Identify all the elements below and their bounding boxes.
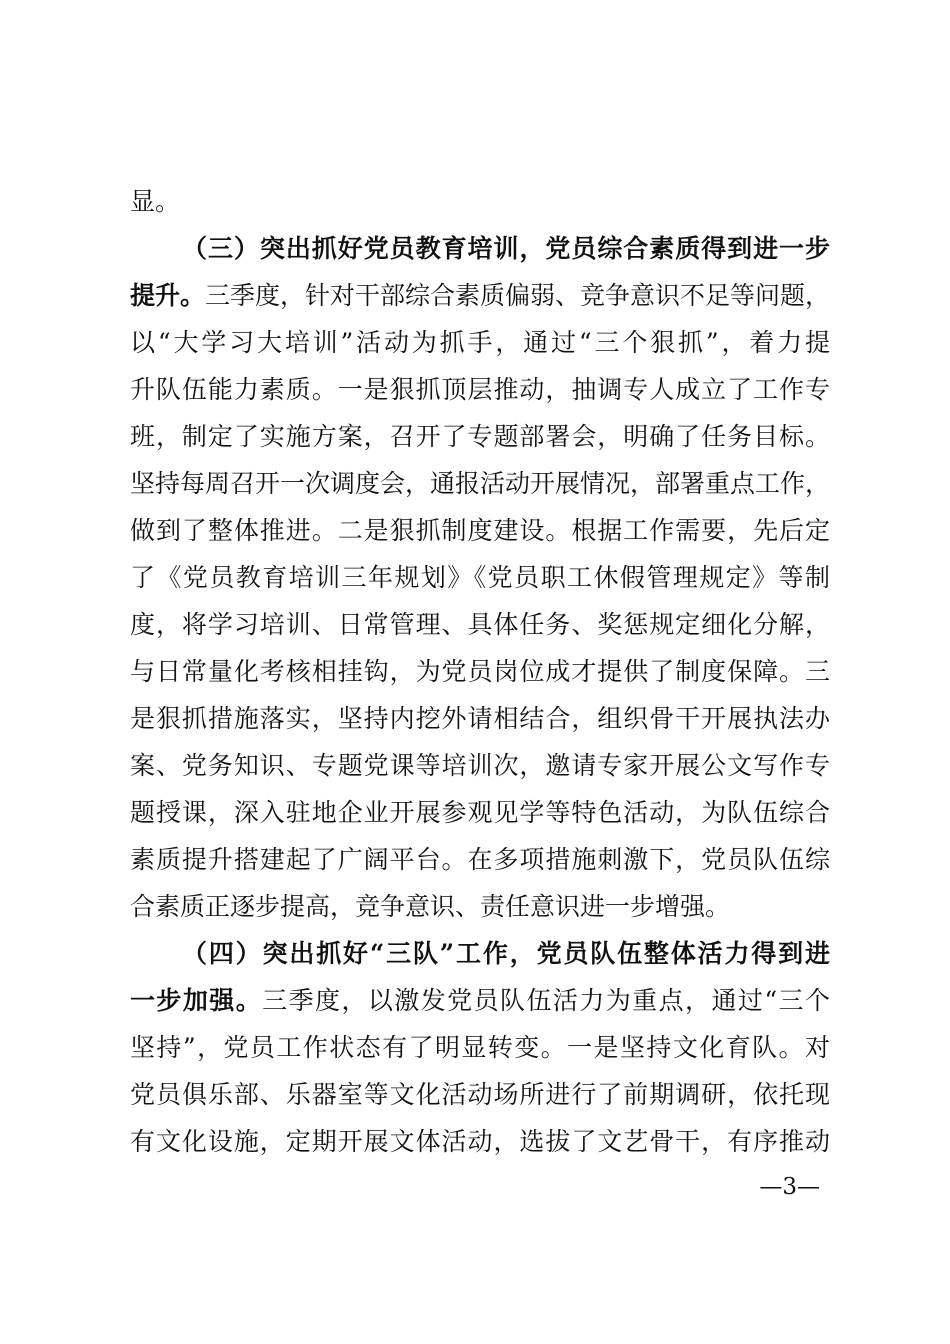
text-line: 以“大学习大培训”活动为抓手，通过“三个狠抓”，着力提: [130, 328, 830, 357]
section-heading-4-end: 一步加强。: [130, 986, 263, 1015]
text-line: 有文化设施，定期开展文体活动，选拔了文艺骨干，有序推动: [130, 1127, 830, 1156]
page-number: —3—: [759, 1174, 820, 1200]
text-line: [130, 272, 830, 319]
text-line: 度，将学习培训、日常管理、具体任务、奖惩规定细化分解，: [130, 610, 830, 639]
text-run: 三季度，针对干部综合素质偏弱、竞争意识不足等问题，: [205, 281, 830, 310]
text-line: 素质提升搭建起了广阔平台。在多项措施刺激下，党员队伍综: [130, 845, 830, 874]
text-line: 做到了整体推进。二是狠抓制度建设。根据工作需要，先后定: [130, 516, 830, 545]
text-line: 党员俱乐部、乐器室等文化活动场所进行了前期调研，依托现: [130, 1080, 830, 1109]
text-line: [130, 977, 830, 1024]
text-line: 坚持”，党员工作状态有了明显转变。一是坚持文化育队。对: [130, 1033, 830, 1062]
text-line: 案、党务知识、专题党课等培训次，邀请专家开展公文写作专: [130, 751, 830, 780]
text-line: 班，制定了实施方案，召开了专题部署会，明确了任务目标。: [130, 422, 830, 451]
text-line: 合素质正逐步提高，竞争意识、责任意识进一步增强。: [130, 892, 731, 921]
section-heading-4: （四）突出抓好“三队”工作，党员队伍整体活力得到进: [182, 939, 830, 968]
section-heading-3-end: 提升。: [130, 281, 206, 310]
text-line: 是狠抓措施落实，坚持内挖外请相结合，组织骨干开展执法办: [130, 704, 830, 733]
text-run: 三季度，以激发党员队伍活力为重点，通过“三个: [262, 986, 830, 1015]
text-line: 题授课，深入驻地企业开展参观见学等特色活动，为队伍综合: [130, 798, 830, 827]
document-body: [130, 178, 830, 1165]
text-line: 与日常量化考核相挂钩，为党员岗位成才提供了制度保障。三: [130, 657, 830, 686]
text-line: 坚持每周召开一次调度会，通报活动开展情况，部署重点工作，: [130, 469, 830, 498]
text-line: 显。: [130, 187, 181, 216]
text-line: 了《党员教育培训三年规划》《党员职工休假管理规定》等制: [130, 563, 830, 592]
text-line: 升队伍能力素质。一是狠抓顶层推动，抽调专人成立了工作专: [130, 375, 830, 404]
section-heading-3: （三）突出抓好党员教育培训，党员综合素质得到进一步: [182, 234, 830, 263]
